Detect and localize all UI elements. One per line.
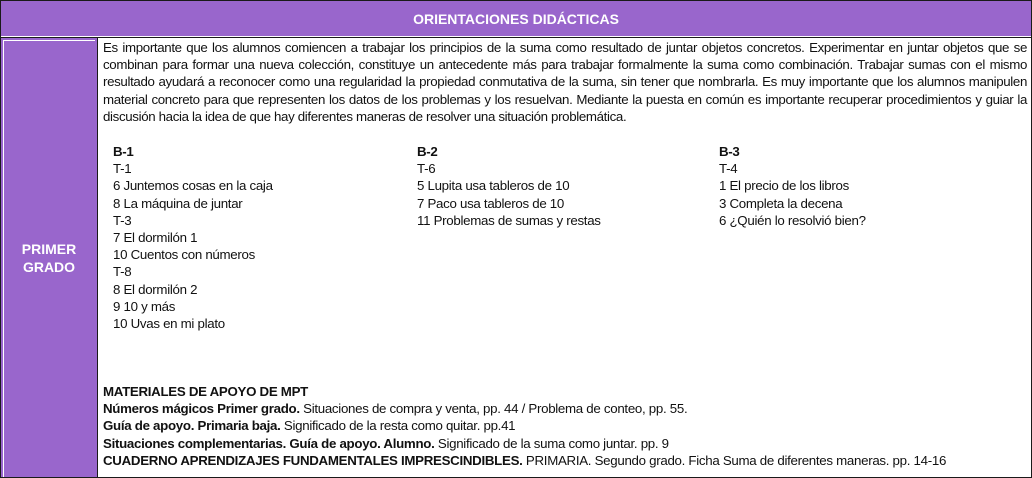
block-line: 6 Juntemos cosas en la caja xyxy=(113,178,273,194)
block-line: 7 El dormilón 1 xyxy=(113,230,198,246)
block-line: T-8 xyxy=(113,264,132,280)
grade-label-line1: PRIMER xyxy=(21,240,77,257)
block-title: B-1 xyxy=(113,144,134,159)
materials-item-bold: Guía de apoyo. Primaria baja. xyxy=(103,418,281,434)
materials-title: MATERIALES DE APOYO DE MPT xyxy=(103,384,308,399)
block-line: 10 Uvas en mi plato xyxy=(113,316,225,332)
materials-item-text: Significado de la resta como quitar. pp.41 xyxy=(280,418,516,434)
grade-cell xyxy=(1,38,98,477)
table-header xyxy=(1,1,1031,37)
block-line: 11 Problemas de sumas y restas xyxy=(417,212,601,228)
block-line: 5 Lupita usa tableros de 10 xyxy=(417,178,570,194)
block-column-b2 xyxy=(417,143,717,229)
block-column-b3 xyxy=(719,143,1019,229)
materials-item-text: PRIMARIA. Segundo grado. Ficha Suma de diferentes maneras. pp. 14-16 xyxy=(522,452,947,468)
grade-label-line2: GRADO xyxy=(22,258,76,275)
materials-item xyxy=(103,400,1027,417)
header-title: ORIENTACIONES DIDÁCTICAS xyxy=(413,10,619,27)
intro-paragraph: Es importante que los alumnos comiencen a trabajar los principios de la suma como resultado de juntar objetos concretos. Experimentar en juntar objetos que se combinan para formar una nueva colección, constituye un antecedente más para trabajar formalmente la suma como combinación. Trabajar sumas con el mismo resultado ayudará a reconocer como una regularidad la propiedad conmutativa de la suma, sin tener que nombrarla. Es muy importante que los alumnos manipulen material concreto para que representen los datos de los problemas y los resuelvan. Mediante la puesta en común es importante recuperar procedimientos y guiar la discusión hacia la idea de que hay diferentes maneras de resolver una situación problemática. xyxy=(103,40,1027,124)
materials-section xyxy=(103,383,1027,469)
block-line: 3 Completa la decena xyxy=(719,195,843,211)
materials-item xyxy=(103,452,1027,469)
materials-item-text: Situaciones de compra y venta, pp. 44 / Problema de conteo, pp. 55. xyxy=(299,401,688,417)
materials-item-text: Significado de la suma como juntar. pp. 9 xyxy=(434,435,669,451)
materials-item-bold: Situaciones complementarias. Guía de apoyo. Alumno. xyxy=(103,435,435,451)
block-line: 10 Cuentos con números xyxy=(113,247,255,263)
block-line: T-1 xyxy=(113,161,132,177)
block-line: 6 ¿Quién lo resolvió bien? xyxy=(719,212,866,228)
block-line: T-4 xyxy=(719,161,738,177)
block-line: 8 La máquina de juntar xyxy=(113,195,243,211)
block-line: T-6 xyxy=(417,161,436,177)
block-line: 8 El dormilón 2 xyxy=(113,281,198,297)
block-column-b1 xyxy=(113,143,413,332)
materials-item-bold: CUADERNO APRENDIZAJES FUNDAMENTALES IMPRESCINDIBLES. xyxy=(103,452,523,468)
header-divider xyxy=(1,37,1031,38)
grade-cell-border xyxy=(3,40,95,477)
materials-item xyxy=(103,435,1027,452)
materials-item xyxy=(103,417,1027,434)
block-title: B-2 xyxy=(417,144,438,159)
block-title: B-3 xyxy=(719,144,740,159)
block-line: 9 10 y más xyxy=(113,298,176,314)
block-line: 7 Paco usa tableros de 10 xyxy=(417,195,564,211)
content-cell xyxy=(103,39,1027,468)
materials-item-bold: Números mágicos Primer grado. xyxy=(103,401,300,417)
block-line: T-3 xyxy=(113,212,132,228)
block-line: 1 El precio de los libros xyxy=(719,178,849,194)
